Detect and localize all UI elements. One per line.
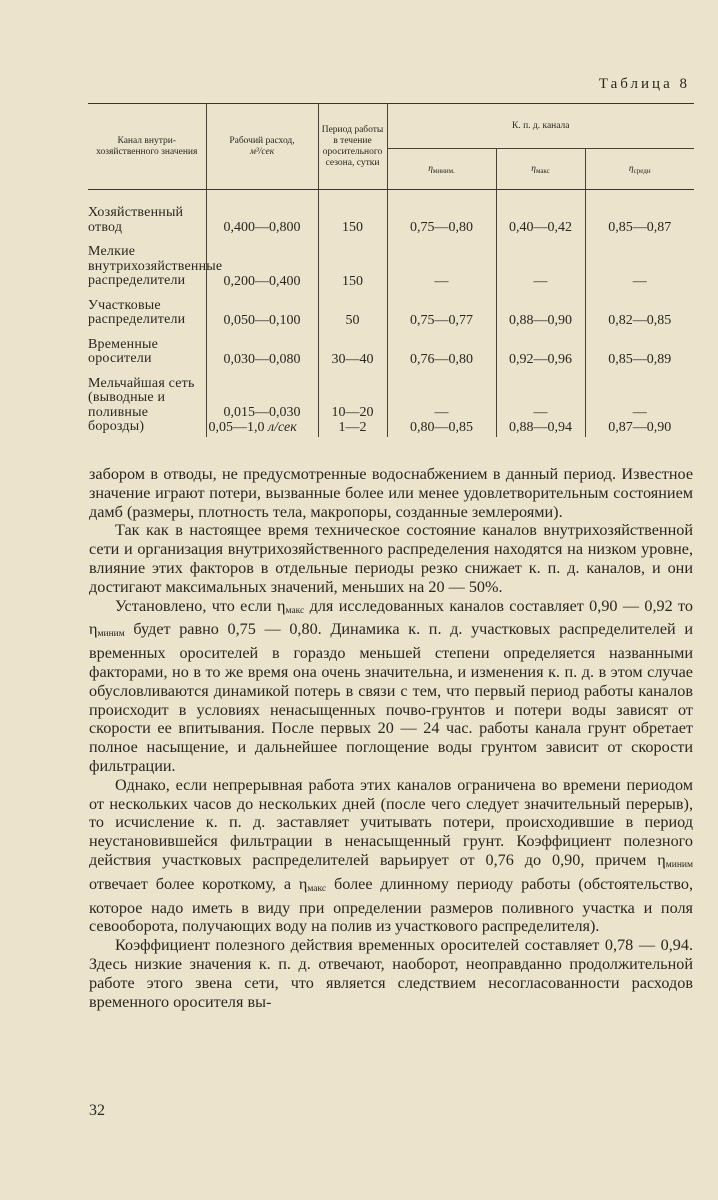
paragraph: забором в отводы, не предусмотренные водоснабжением в данный период. Известное значение играют потери, вызванные более или менее удовлетворительным состоянием дамб (размеры, плотность тела, макропоры, созданные землероями). (89, 465, 693, 521)
row-name: Участковые распределители (88, 291, 206, 330)
paragraph: Установлено, что если ηмакс для исследованных каналов составляет 0,90 — 0,92 то ηминим будет равно 0,75 — 0,80. Динамика к. п. д. участковых распределителей и временных оросителей в гораздо меньшей степени определяется названными факторами, но в то же время она очень значительна, и изменения к. п. д. в этом случае обусловливаются динамикой потерь в связи с тем, что первый период работы каналов происходит в условиях ненасыщенных почво-грунтов и потери воды зависят от скорости ее впитывания. После первых 20 — 24 час. работы канала грунт обретает полное насыщение, и дальнейшее поглощение воды грунтом зависит от скорости фильтрации. (89, 596, 693, 775)
row-flow: 0,015—0,030 0,05—1,0 л/сек (206, 369, 318, 437)
body-text (89, 465, 693, 1011)
row-eta-max: — 0,88—0,94 (496, 369, 585, 437)
row-eta-min: 0,75—0,77 (387, 291, 496, 330)
row-eta-mid: — 0,87—0,90 (608, 404, 672, 435)
header-channel: Канал внутри-хозяйственного значения (88, 104, 206, 190)
row-name: Хозяйственный отвод (88, 190, 206, 238)
row-eta-max: — (496, 237, 585, 291)
row-name: Мельчайшая сеть (выводные и поливные борозды) (88, 369, 206, 437)
row-eta-mid: 0,85—0,89 (608, 351, 672, 367)
row-eta-min: — 0,80—0,85 (387, 369, 496, 437)
row-flow: 0,050—0,100 (206, 291, 318, 330)
efficiency-table (88, 103, 694, 437)
row-period: 150 (318, 237, 387, 291)
row-period: 30—40 (318, 330, 387, 369)
row-period: 10—20 1—2 (318, 369, 387, 437)
paragraph: Коэффициент полезного действия временных оросителей составляет 0,78 — 0,94. Здесь низкие значения к. п. д. отвечают, наоборот, неоправданно продолжительной работе этого звена сети, что является следствием несогласованности расходов временного оросителя вы- (89, 936, 693, 1011)
row-eta-min: — (387, 237, 496, 291)
row-eta-mid: 0,82—0,85 (608, 312, 672, 328)
row-eta-max: 0,40—0,42 (496, 190, 585, 238)
row-flow: 0,200—0,400 (206, 237, 318, 291)
table-row (88, 330, 694, 369)
row-period: 150 (318, 190, 387, 238)
header-eta-max: $\eta_{макс}$ (496, 149, 585, 190)
row-flow: 0,030—0,080 (206, 330, 318, 369)
header-eta-min: $\eta_{миним.}$ (387, 149, 496, 190)
table-row (88, 190, 694, 238)
header-flow-rate: Рабочий расход, м³/сек (206, 104, 318, 190)
header-period: Период работы в течение оросительного сезона, сутки (318, 104, 387, 190)
row-period: 50 (318, 291, 387, 330)
row-name: Мелкие внутрихозяйственные распределители (88, 237, 206, 291)
paragraph: Так как в настоящее время техническое состояние каналов внутрихозяйственной сети и организация внутрихозяйственного распределения находятся на низком уровне, влияние этих факторов в отдельные периоды резко снижает к. п. д. каналов, и они достигают максимальных значений, меньших на 20 — 50%. (89, 521, 693, 596)
table-row (88, 369, 694, 437)
row-eta-min: 0,75—0,80 (387, 190, 496, 238)
header-efficiency: К. п. д. канала (387, 104, 694, 149)
table-row (88, 291, 694, 330)
row-flow: 0,400—0,800 (206, 190, 318, 238)
table-caption: Таблица 8 (598, 76, 690, 92)
header-flow-unit: м³/сек (249, 146, 275, 157)
row-name: Временные оросители (88, 330, 206, 369)
paragraph: Однако, если непрерывная работа этих каналов ограничена во времени периодом от нескольких часов до нескольких дней (после чего следует значительный перерыв), то исчисление к. п. д. заставляет учитывать потери, происходившие в период неустановившейся фильтрации в ненасыщенный грунт. Коэффициент полезного действия участковых распределителей варьирует от 0,76 до 0,90, причем ηминим отвечает более короткому, а ηмакс более длинному периоду работы (обстоятельство, которое надо иметь в виду при определении размеров поливного участка и поля севооборота, получающих воду на полив из участкового распределителя). (89, 775, 694, 936)
header-eta-mid: $\eta_{средн}$ (585, 149, 694, 190)
row-eta-max: 0,92—0,96 (496, 330, 585, 369)
row-eta-min: 0,76—0,80 (387, 330, 496, 369)
row-eta-mid: 0,85—0,87 (608, 220, 672, 235)
page-number: 32 (89, 1102, 105, 1119)
row-eta-mid: — (632, 273, 647, 289)
row-eta-max: 0,88—0,90 (496, 291, 585, 330)
table-row (88, 237, 694, 291)
